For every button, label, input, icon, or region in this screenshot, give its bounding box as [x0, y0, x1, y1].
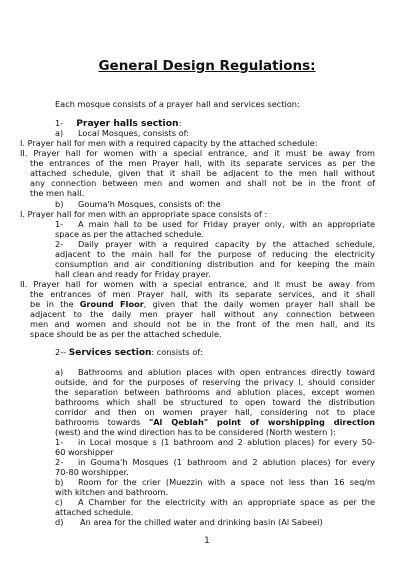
paragraph-line: II. Prayer hall for women with a special entrance, and it must be away from — [20, 148, 375, 158]
paragraph-line: space as per the attached schedule. — [55, 229, 205, 239]
paragraph-line: corridor and then on women prayer hall, considering not to place — [55, 407, 375, 417]
paragraph-line: outside, and for the purposes of reserving the privacy l, should consider — [55, 377, 375, 387]
paragraph-line: in Gouma'h Mosques (1 bathroom and 2 ablution places) for every — [78, 457, 375, 467]
section-heading-services: 2-- Services section: consists of: — [55, 347, 203, 358]
list-marker: a) — [55, 367, 64, 377]
subheading-gouma-mosques: Gouma'h Mosques, consists of: the — [78, 199, 221, 209]
paragraph-line: men and women and should not be in the front of the men hall, and its — [30, 319, 375, 329]
document-title: General Design Regulations: — [98, 58, 316, 74]
paragraph-line: attached schedule, given that it shall be adjacent to the men hall without — [30, 168, 375, 178]
section-heading-prayer-halls: 1- Prayer halls section: — [55, 118, 182, 129]
intro-text: Each mosque consists of a prayer hall and services section: — [55, 99, 300, 109]
list-marker: 2- — [55, 457, 64, 467]
list-marker: 1- — [55, 437, 64, 447]
paragraph-line: (west) and the wind direction has to be considered (North western ): — [55, 427, 336, 437]
paragraph-line: An area for the chilled water and drinking basin (Al Sabeel) — [80, 517, 323, 527]
paragraph-line: adjacent to the daily men prayer hall without any connection between — [30, 309, 375, 319]
paragraph-line: adjacent to the main hall for the purpose of reducing the electricity — [55, 249, 375, 259]
paragraph-line: with kitchen and bathroom. — [55, 487, 169, 497]
paragraph-line: the separation between bathrooms and ablution places, except women — [55, 387, 375, 397]
page-number: 1 — [204, 536, 210, 546]
paragraph-line: Bathrooms and ablution places with open entrances directly toward — [78, 367, 375, 377]
paragraph-line: the men hall. — [30, 188, 85, 198]
paragraph-line: A main hall to be used for Friday prayer only, with an appropriate — [78, 219, 375, 229]
paragraph-line: II. Prayer hall for women with a special entrance, and it must be away from — [20, 279, 375, 289]
list-marker: b) — [55, 477, 64, 487]
paragraph-line: bathrooms towards "Al Qeblah" point of worshipping direction — [55, 417, 376, 427]
list-marker: c) — [55, 497, 63, 507]
subheading-local-mosques: Local Mosques, consists of: — [78, 128, 189, 138]
paragraph-line: Room for the crier (Muezzin with a space not less than 16 seq/m — [78, 477, 375, 487]
paragraph-line: bathrooms which shall be structured to open toward the distribution — [55, 397, 375, 407]
list-marker: a) — [55, 128, 64, 138]
paragraph-line: 70-80 worshipper. — [55, 467, 129, 477]
paragraph-line: in Local mosque s (1 bathroom and 2 ablution places) for every 50- — [78, 437, 375, 447]
list-marker: b) — [55, 199, 64, 209]
paragraph-line: any connection between men and women and shall not be in the front of — [30, 178, 375, 188]
list-marker: d) — [55, 517, 64, 527]
paragraph-line: hall clean and ready for Friday prayer. — [55, 269, 211, 279]
paragraph-line: I. Prayer hall for men with an appropriate space consists of : — [20, 209, 268, 219]
paragraph-line: the entrances of the men Prayer hall, with its separate services as per the — [30, 158, 375, 168]
paragraph-line: A Chamber for the electricity with an appropriate space as per the — [78, 497, 375, 507]
paragraph-line: consumption and air conditioning distribution and for keeping the main — [55, 259, 375, 269]
paragraph-line: 60 worshipper — [55, 447, 114, 457]
paragraph-line: attached schedule. — [55, 507, 134, 517]
paragraph-line: the entrances of men Prayer hall, with its separate services, and it shall — [30, 289, 375, 299]
list-marker: 2- — [55, 239, 64, 249]
list-marker: 1- — [55, 219, 64, 229]
paragraph-line: Daily prayer with a required capacity by the attached schedule, — [78, 239, 375, 249]
paragraph-line: I. Prayer hall for men with a required capacity by the attached schedule: — [20, 138, 318, 148]
paragraph-line: space should be as per the attached schedule. — [30, 329, 222, 339]
paragraph-line: be in the Ground Floor, given that the daily women prayer hall shall be — [30, 299, 375, 309]
